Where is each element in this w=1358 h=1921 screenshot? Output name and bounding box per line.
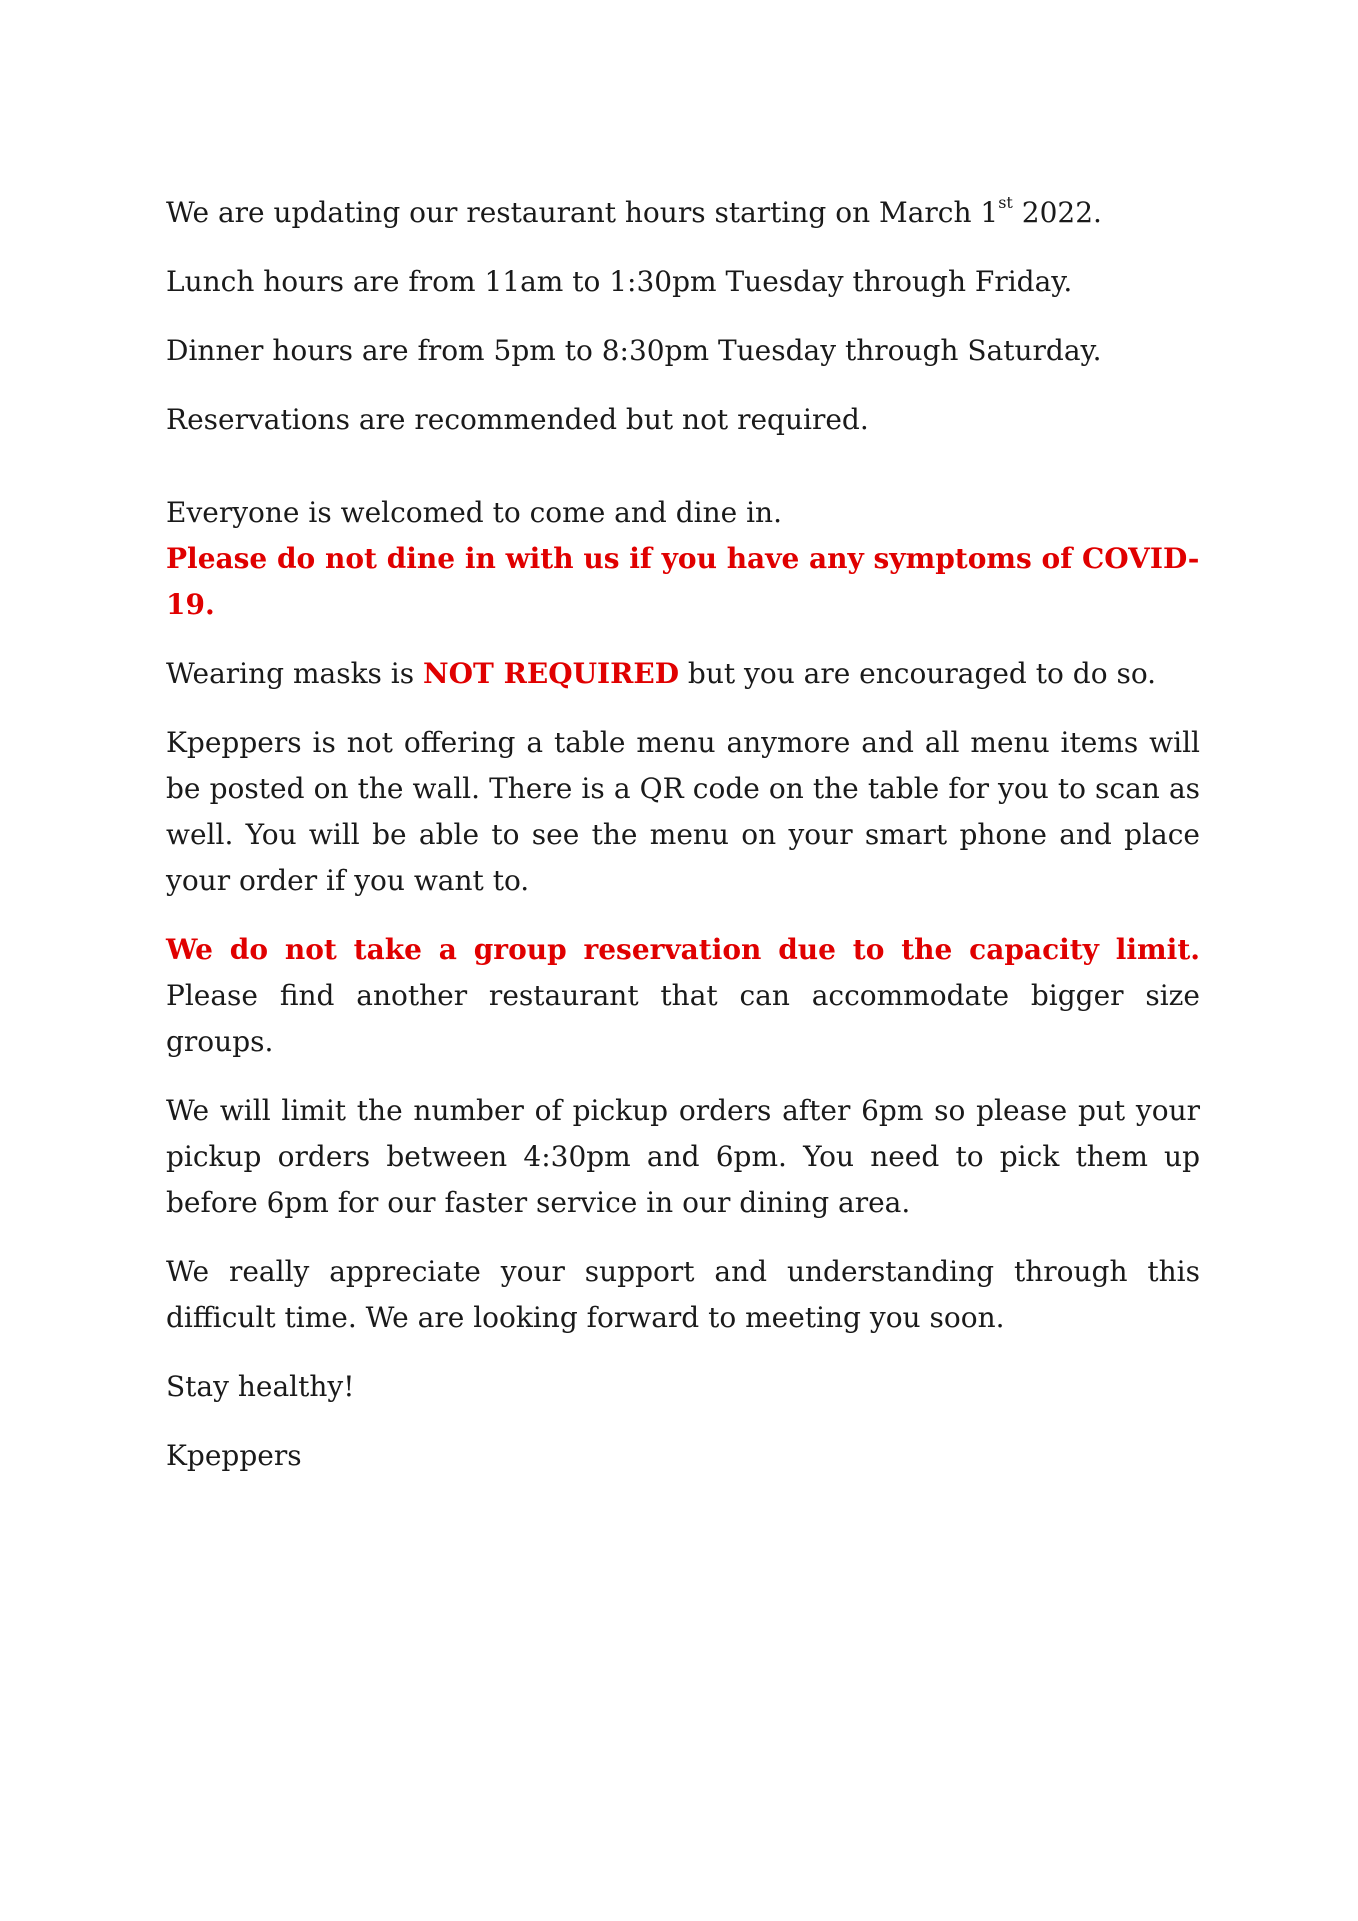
- group-paragraph: [166, 927, 1200, 1065]
- notice-document: [166, 190, 1200, 1502]
- closing-line: Stay healthy!: [166, 1370, 355, 1403]
- group-reservation-warning: We do not take a group reservation due to the capacity limit.: [166, 933, 1200, 966]
- signature: Kpeppers: [166, 1439, 302, 1472]
- start-date-text: We are updating our restaurant hours starting on March 1: [166, 196, 999, 229]
- masks-text-end: but you are encouraged to do so.: [679, 657, 1157, 690]
- dinner-hours: Dinner hours are from 5pm to 8:30pm Tuesday through Saturday.: [166, 334, 1102, 367]
- pickup-paragraph: We will limit the number of pickup orders after 6pm so please put your pickup orders between 4:30pm and 6pm. You need to pick them up before 6pm for our faster service in our dining area.: [166, 1094, 1200, 1219]
- masks-not-required: NOT REQUIRED: [423, 657, 680, 690]
- masks-paragraph: [166, 651, 1200, 697]
- appreciation-paragraph: We really appreciate your support and understanding through this difficult time. We are looking forward to meeting you soon.: [166, 1255, 1200, 1334]
- group-text: Please find another restaurant that can accommodate bigger size groups.: [166, 979, 1200, 1058]
- menu-paragraph: Kpeppers is not offering a table menu anymore and all menu items will be posted on the wall. There is a QR code on the table for you to scan as well. You will be able to see the menu on your smart phone and place your order if you want to.: [166, 726, 1200, 897]
- lunch-hours: Lunch hours are from 11am to 1:30pm Tuesday through Friday.: [166, 265, 1073, 298]
- start-date-paragraph: [166, 190, 1200, 236]
- covid-warning: Please do not dine in with us if you have any symptoms of COVID-19.: [166, 542, 1200, 621]
- welcome-line: Everyone is welcomed to come and dine in.: [166, 496, 782, 529]
- ordinal-suffix: st: [998, 193, 1013, 212]
- reservations-note: Reservations are recommended but not required.: [166, 403, 869, 436]
- masks-text: Wearing masks is: [166, 657, 424, 690]
- start-date-year: 2022.: [1012, 196, 1102, 229]
